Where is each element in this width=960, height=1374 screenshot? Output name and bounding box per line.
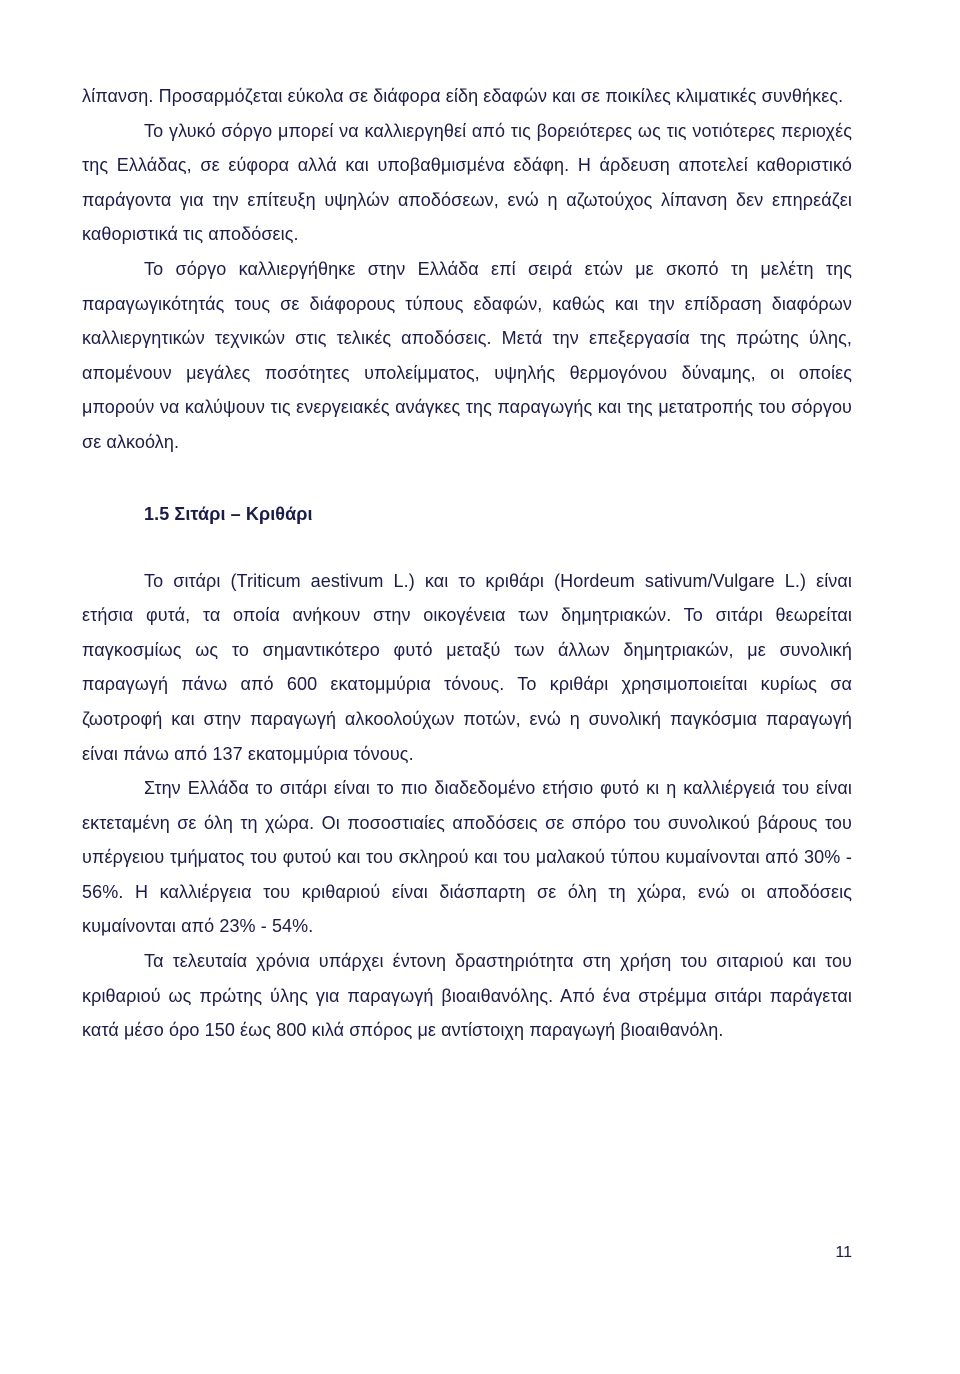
paragraph-bioethanol: Τα τελευταία χρόνια υπάρχει έντονη δραστηριότητα στη χρήση του σιταριού και του κριθαριού ως πρώτης ύλης για παραγωγή βιοαιθανόλης. Από ένα στρέμμα σιτάρι παράγεται κατά μέσο όρο 150 έως 800 κιλά σπόρος με αντίστοιχη παραγωγή βιοαιθανόλη. xyxy=(82,951,852,1041)
paragraph-wheat-barley-intro: Το σιτάρι (Triticum aestivum L.) και το κριθάρι (Hordeum sativum/Vulgare L.) είναι ετήσια φυτά, τα οποία ανήκουν στην οικογένεια των δημητριακών. Το σιτάρι θεωρείται παγκοσμίως ως το σημαντικότερο φυτό μεταξύ των άλλων δημητριακών, με συνολική παραγωγή πάνω από 600 εκατομμύρια τόνους. Το κριθάρι χρησιμοποιείται κυρίως σα ζωοτροφή και στην παραγωγή αλκοολούχων ποτών, ενώ η συνολική παγκόσμια παραγωγή είναι πάνω από 137 εκατομμύρια τόνους. xyxy=(82,570,852,764)
paragraph-continuation: λίπανση. Προσαρμόζεται εύκολα σε διάφορα είδη εδαφών και σε ποικίλες κλιματικές συνθήκες. xyxy=(82,86,844,106)
paragraph-sweet-sorghum-cultivation: Το γλυκό σόργο μπορεί να καλλιεργηθεί από τις βορειότερες ως τις νοτιότερες περιοχές της Ελλάδας, σε εύφορα αλλά και υποβαθμισμένα εδάφη. Η άρδευση αποτελεί καθοριστικό παράγοντα για την επίτευξη υψηλών αποδόσεων, ενώ η αζωτούχος λίπανση δεν επηρεάζει καθοριστικά τις αποδόσεις. xyxy=(82,120,852,245)
section-heading: 1.5 Σιτάρι – Κριθάρι xyxy=(144,503,313,524)
paragraph-sorghum-greece: Το σόργο καλλιεργήθηκε στην Ελλάδα επί σειρά ετών με σκοπό τη μελέτη της παραγωγικότητάς τους σε διάφορους τύπους εδαφών, καθώς και την επίδραση διαφόρων καλλιεργητικών τεχνικών στις τελικές αποδόσεις. Μετά την επεξεργασία της πρώτης ύλης, απομένουν μεγάλες ποσότητες υπολείμματος, υψηλής θερμογόνου δύναμης, οι οποίες μπορούν να καλύψουν τις ενεργειακές ανάγκες της παραγωγής και της μετατροπής του σόργου σε αλκοόλη. xyxy=(82,258,852,452)
page-number: 11 xyxy=(835,1244,852,1261)
document-body xyxy=(82,79,852,1048)
paragraph-wheat-greece: Στην Ελλάδα το σιτάρι είναι το πιο διαδεδομένο ετήσιο φυτό κι η καλλιέργειά του είναι εκτεταμένη σε όλη τη χώρα. Οι ποσοστιαίες αποδόσεις σε σπόρο του συνολικού βάρους του υπέργειου τμήματος του φυτού και του σκληρού και του μαλακού τύπου κυμαίνονται από 30% - 56%. Η καλλιέργεια του κριθαριού είναι διάσπαρτη σε όλη τη χώρα, ενώ οι αποδόσεις κυμαίνονται από 23% - 54%. xyxy=(82,778,852,937)
